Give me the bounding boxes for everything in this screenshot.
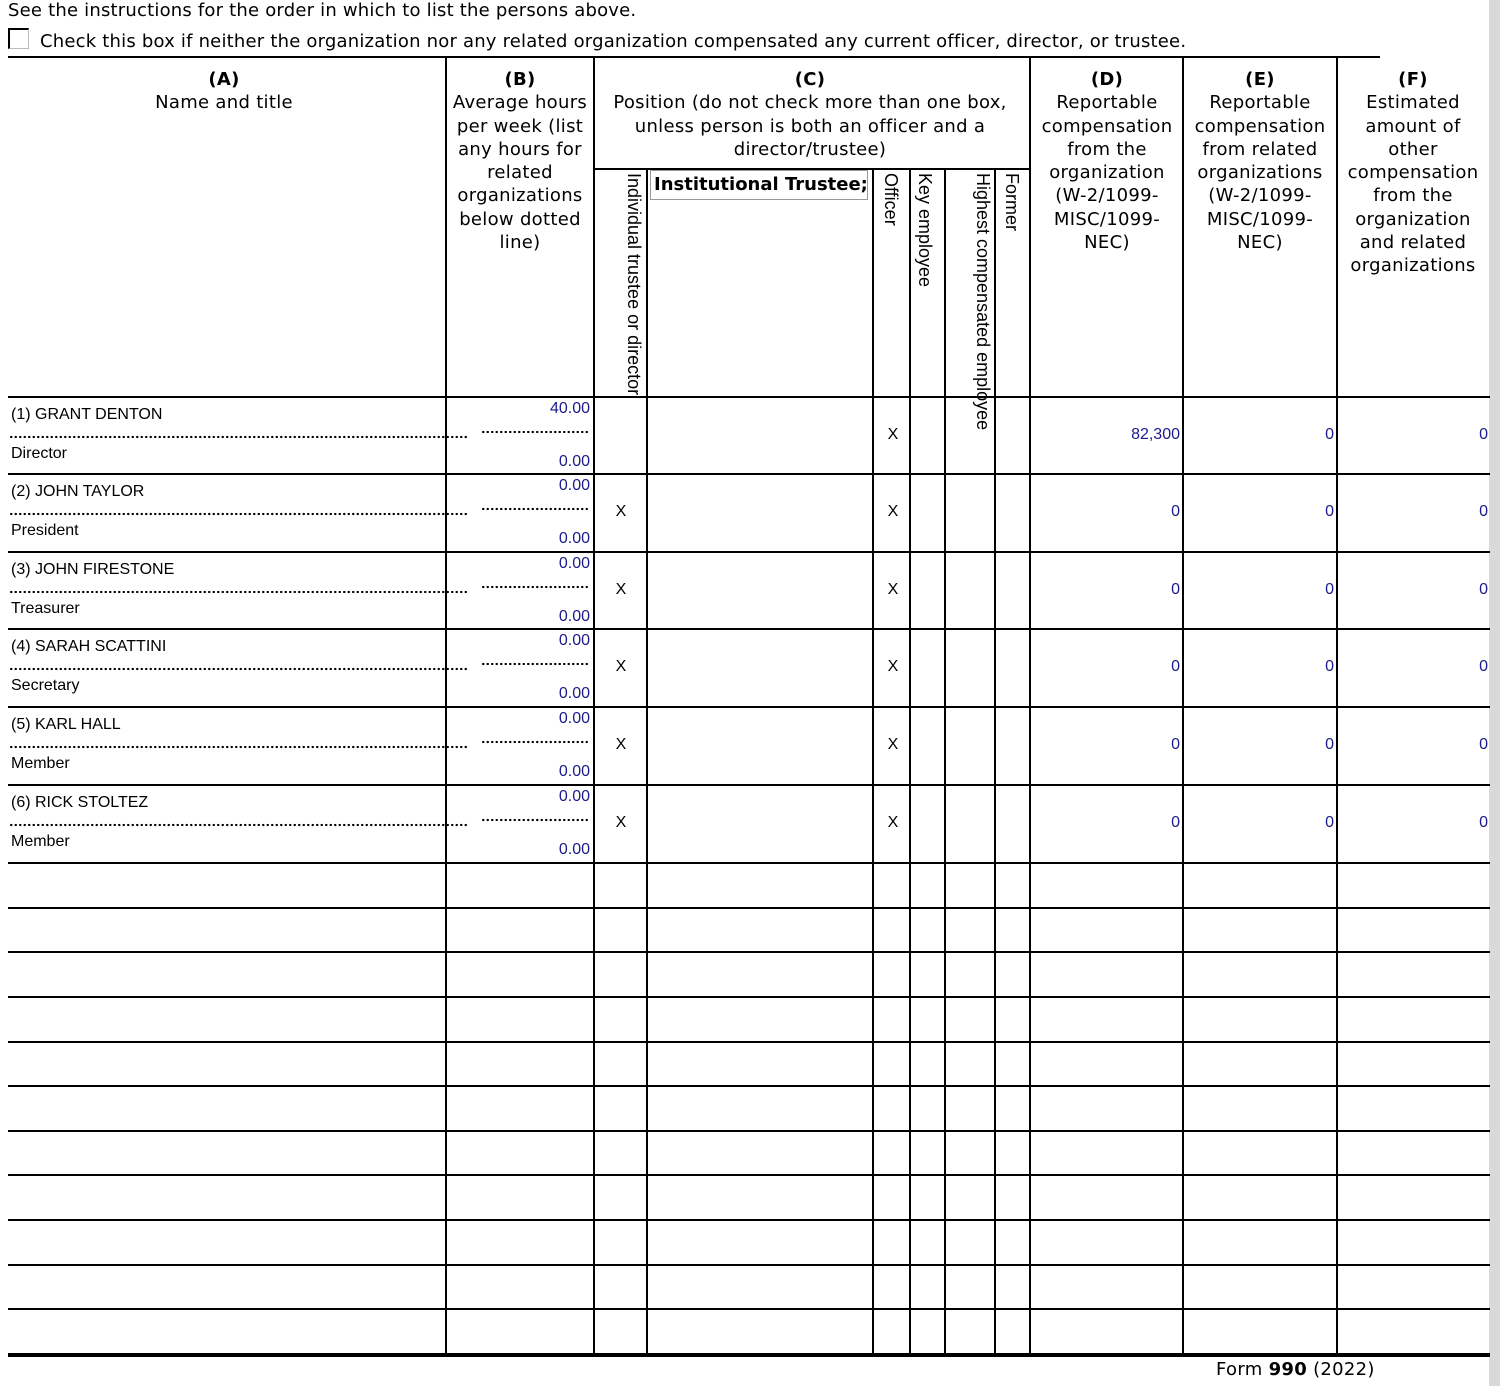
individual-trustee-header: Individual trustee or director (624, 173, 644, 396)
comp-related-value: 0 (1325, 814, 1334, 831)
related-hours-value: 0.00 (558, 608, 590, 625)
name-dotted-line (9, 590, 467, 594)
row-divider (8, 862, 1490, 864)
row-divider (8, 628, 1490, 630)
row-name: (4) SARAH SCATTINI (11, 638, 167, 655)
comp-org-value: 0 (1171, 736, 1180, 753)
header-top-rule (8, 56, 1380, 58)
row-divider (8, 784, 1490, 786)
officer-mark: X (887, 426, 899, 443)
column-f-header (1339, 68, 1487, 278)
column-c-header (600, 68, 1020, 161)
row-title: Director (11, 445, 68, 462)
other-comp-value: 0 (1479, 426, 1488, 443)
row-name: (6) RICK STOLTEZ (11, 794, 149, 811)
position-subheader-rule (594, 168, 1030, 170)
related-hours-value: 0.00 (558, 685, 590, 702)
empty-row-divider (8, 1174, 1490, 1176)
other-comp-value: 0 (1479, 658, 1488, 675)
empty-row-divider (8, 1085, 1490, 1087)
column-a-text: Name and title (155, 92, 293, 114)
empty-row-divider (8, 996, 1490, 998)
column-e-header (1186, 68, 1334, 254)
hours-value: 0.00 (558, 710, 590, 727)
comp-org-value: 0 (1171, 814, 1180, 831)
column-divider (593, 56, 595, 1355)
comp-related-value: 0 (1325, 503, 1334, 520)
column-divider (1029, 56, 1031, 1355)
comp-related-value: 0 (1325, 658, 1334, 675)
position-column-divider (646, 168, 648, 1355)
other-comp-value: 0 (1479, 814, 1488, 831)
empty-row-divider (8, 1130, 1490, 1132)
form-label: Form (1216, 1359, 1263, 1380)
name-dotted-line (9, 745, 467, 749)
empty-row-divider (8, 907, 1490, 909)
column-divider (1336, 56, 1338, 1355)
column-a-letter: (A) (208, 69, 240, 90)
row-title: Secretary (11, 677, 80, 694)
officer-mark: X (887, 658, 899, 675)
hours-value: 40.00 (549, 400, 590, 417)
individual-trustee-mark: X (615, 658, 627, 675)
comp-org-value: 82,300 (1131, 426, 1180, 443)
right-edge-margin (1489, 0, 1500, 1386)
column-c-letter: (C) (794, 69, 826, 90)
header-bottom-rule (8, 396, 1490, 398)
officer-mark: X (887, 736, 899, 753)
highest-compensated-header: Highest compensated employee (973, 173, 993, 431)
name-dotted-line (9, 823, 467, 827)
form-footer (1216, 1359, 1375, 1380)
former-header: Former (1002, 173, 1022, 231)
officer-header: Officer (881, 173, 901, 226)
column-divider (1182, 56, 1184, 1355)
row-title: Member (11, 755, 70, 772)
position-column-divider (944, 168, 946, 1355)
column-e-letter: (E) (1245, 69, 1275, 90)
no-compensation-checkbox[interactable] (8, 28, 29, 49)
related-hours-value: 0.00 (558, 453, 590, 470)
name-dotted-line (9, 435, 467, 439)
empty-row-divider (8, 1041, 1490, 1043)
hours-value: 0.00 (558, 632, 590, 649)
hours-dotted-line (481, 662, 590, 666)
position-column-divider (872, 168, 874, 1355)
column-c-text: Position (do not check more than one box, unless person is both an officer and a director/trustee) (613, 92, 1007, 160)
column-f-letter: (F) (1398, 69, 1428, 90)
column-divider (445, 56, 447, 1355)
row-name: (5) KARL HALL (11, 716, 121, 733)
related-hours-value: 0.00 (558, 530, 590, 547)
row-name: (3) JOHN FIRESTONE (11, 561, 175, 578)
empty-row-divider (8, 1308, 1490, 1310)
comp-related-value: 0 (1325, 736, 1334, 753)
individual-trustee-mark: X (615, 736, 627, 753)
hours-dotted-line (481, 818, 590, 822)
comp-related-value: 0 (1325, 426, 1334, 443)
form-year: (2022) (1313, 1359, 1375, 1380)
empty-row-divider (8, 1264, 1490, 1266)
row-name: (1) GRANT DENTON (11, 406, 163, 423)
individual-trustee-mark: X (615, 581, 627, 598)
hours-dotted-line (481, 585, 590, 589)
hours-dotted-line (481, 430, 590, 434)
position-column-divider (994, 168, 996, 1355)
row-divider (8, 473, 1490, 475)
hours-value: 0.00 (558, 477, 590, 494)
hours-dotted-line (481, 507, 590, 511)
instructions-text: See the instructions for the order in which to list the persons above. (8, 0, 637, 21)
comp-related-value: 0 (1325, 581, 1334, 598)
checkbox-label: Check this box if neither the organization nor any related organization compensated any current officer, director, or trustee. (40, 31, 1187, 52)
comp-org-value: 0 (1171, 503, 1180, 520)
empty-row-divider (8, 951, 1490, 953)
column-b-text: Average hours per week (list any hours for related organizations below dotted line) (452, 92, 588, 254)
row-title: Member (11, 833, 70, 850)
comp-org-value: 0 (1171, 658, 1180, 675)
column-f-text: Estimated amount of other compensation from the organization and related organizations (1347, 92, 1479, 277)
institutional-trustee-header: Institutional Trustee; (650, 170, 868, 200)
row-title: President (11, 522, 79, 539)
row-name: (2) JOHN TAYLOR (11, 483, 145, 500)
column-d-header (1033, 68, 1181, 254)
other-comp-value: 0 (1479, 581, 1488, 598)
related-hours-value: 0.00 (558, 763, 590, 780)
position-column-divider (909, 168, 911, 1355)
individual-trustee-mark: X (615, 814, 627, 831)
column-e-text: Reportable compensation from related organizations (W-2/1099-MISC/1099-NEC) (1194, 92, 1326, 254)
officer-mark: X (887, 503, 899, 520)
row-divider (8, 706, 1490, 708)
name-dotted-line (9, 512, 467, 516)
hours-dotted-line (481, 740, 590, 744)
empty-row-divider (8, 1219, 1490, 1221)
related-hours-value: 0.00 (558, 841, 590, 858)
column-a-header (10, 68, 438, 115)
column-b-letter: (B) (504, 69, 536, 90)
name-dotted-line (9, 667, 467, 671)
key-employee-header: Key employee (915, 173, 935, 288)
officer-mark: X (887, 814, 899, 831)
individual-trustee-mark: X (615, 503, 627, 520)
hours-value: 0.00 (558, 555, 590, 572)
officer-mark: X (887, 581, 899, 598)
row-title: Treasurer (11, 600, 80, 617)
other-comp-value: 0 (1479, 503, 1488, 520)
form-number: 990 (1268, 1359, 1308, 1380)
column-d-letter: (D) (1090, 69, 1124, 90)
table-bottom-rule (8, 1353, 1490, 1357)
column-b-header (448, 68, 592, 254)
hours-value: 0.00 (558, 788, 590, 805)
other-comp-value: 0 (1479, 736, 1488, 753)
column-d-text: Reportable compensation from the organization (W-2/1099-MISC/1099-NEC) (1041, 92, 1173, 254)
row-divider (8, 551, 1490, 553)
comp-org-value: 0 (1171, 581, 1180, 598)
